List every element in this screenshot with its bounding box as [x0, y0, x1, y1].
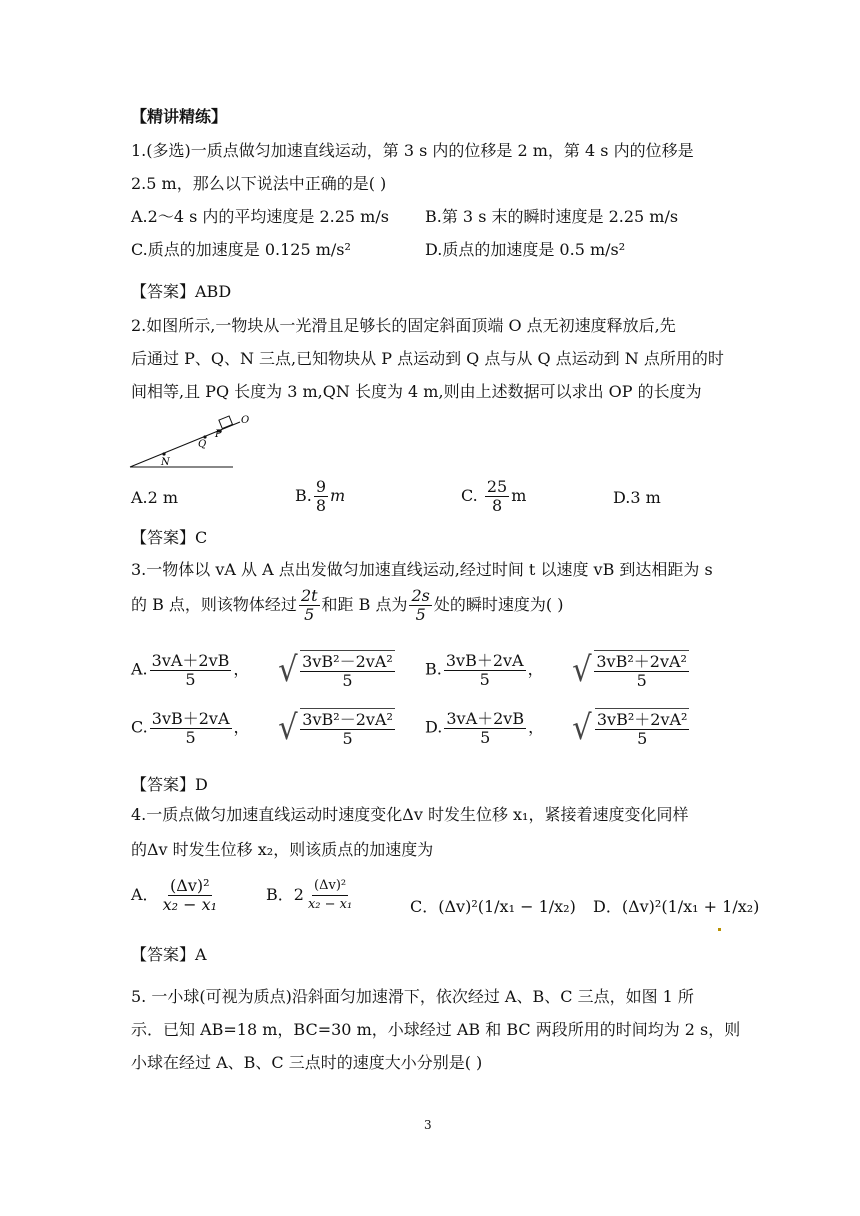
q3-option-c: C. $\frac{3vB+2vA}{5}$ ， √ $\frac{\text{3vB²－2vA²}}{5}$ [131, 708, 393, 748]
q2-option-c: C. $\frac{25}{8}$ m [461, 477, 527, 515]
q5-line1: 5. 一小球(可视为质点)沿斜面匀加速滑下，依次经过 A、B、C 三点，如图 1 所 [131, 987, 694, 1006]
q4-option-c: C．(Δv)²(1/x₁ − 1/x₂) [410, 897, 576, 916]
q3-line2: 的 B 点，则该物体经过 $\frac{2t}{5}$ 和距 B 点为 $\frac{2s}{5}$ 处的瞬时速度为( ) [131, 586, 564, 624]
q2-line3: 间相等,且 PQ 长度为 3 m,QN 长度为 4 m,则由上述数据可以求出 OP 的长度为 [131, 382, 702, 401]
q3-option-b: B. $\frac{3vB+2vA}{5}$ ， √ $\frac{\text{3vB²＋2vA²}}{5}$ [425, 650, 687, 690]
q2-answer: 【答案】C [131, 528, 208, 547]
q4-option-d: D．(Δv)²(1/x₁ + 1/x₂) [593, 897, 760, 916]
q1-option-b: B.第 3 s 末的瞬时速度是 2.25 m/s [425, 207, 679, 226]
section-title: 【精讲精练】 [131, 107, 228, 126]
q1-option-c: C.质点的加速度是 0.125 m/s² [131, 240, 351, 259]
q5-line3: 小球在经过 A、B、C 三点时的速度大小分别是( ) [131, 1053, 483, 1072]
q4-option-a: A． $\frac{\text{(Δv)²}}{\text{x₂ − x₁}}$ [131, 876, 218, 914]
q1-line1: 1.(多选)一质点做匀加速直线运动，第 3 s 内的位移是 2 m，第 4 s 内的位移是 [131, 141, 694, 160]
q2-line1: 2.如图所示,一物块从一光滑且足够长的固定斜面顶端 O 点无初速度释放后,先 [131, 316, 676, 335]
incline-figure [128, 408, 258, 470]
q1-answer: 【答案】ABD [131, 282, 232, 301]
q2-line2: 后通过 P、Q、N 三点,已知物块从 P 点运动到 Q 点与从 Q 点运动到 N 点所用的时 [131, 349, 724, 368]
q1-line2: 2.5 m，那么以下说法中正确的是( ) [131, 174, 387, 193]
q2-option-a: A.2 m [131, 488, 179, 507]
label-n: N [161, 457, 170, 468]
q4-answer: 【答案】A [131, 945, 207, 964]
q2-option-b: B. $\frac{9}{8}$ m [295, 477, 346, 515]
stray-dot [718, 928, 721, 931]
label-o: O [241, 415, 250, 426]
q4-line1: 4.一质点做匀加速直线运动时速度变化Δv 时发生位移 x₁，紧接着速度变化同样 [131, 805, 689, 824]
q3-answer: 【答案】D [131, 775, 208, 794]
q4-line2: 的Δv 时发生位移 x₂，则该质点的加速度为 [131, 840, 434, 859]
q1-option-d: D.质点的加速度是 0.5 m/s² [425, 240, 626, 259]
label-q: Q [198, 439, 207, 450]
q3-line1: 3.一物体以 vA 从 A 点出发做匀加速直线运动,经过时间 t 以速度 vB 到达相距为 s [131, 560, 713, 579]
page-number: 3 [424, 1118, 432, 1132]
q2-option-d: D.3 m [613, 488, 661, 507]
q5-line2: 示．已知 AB=18 m，BC=30 m，小球经过 AB 和 BC 两段所用的时间均为 2 s，则 [131, 1020, 741, 1039]
q1-option-a: A.2～4 s 内的平均速度是 2.25 m/s [131, 207, 389, 226]
q3-option-a: A. $\frac{3vA+2vB}{5}$ ， √ $\frac{\text{3vB²－2vA²}}{5}$ [131, 650, 393, 690]
label-p: P [215, 429, 222, 440]
q4-option-b: B．2 $\frac{\text{(Δv)²}}{\text{x₂ − x₁}}$ [266, 878, 353, 912]
q3-option-d: D. $\frac{3vA+2vB}{5}$ ， √ $\frac{\text{3vB²＋2vA²}}{5}$ [425, 708, 688, 748]
